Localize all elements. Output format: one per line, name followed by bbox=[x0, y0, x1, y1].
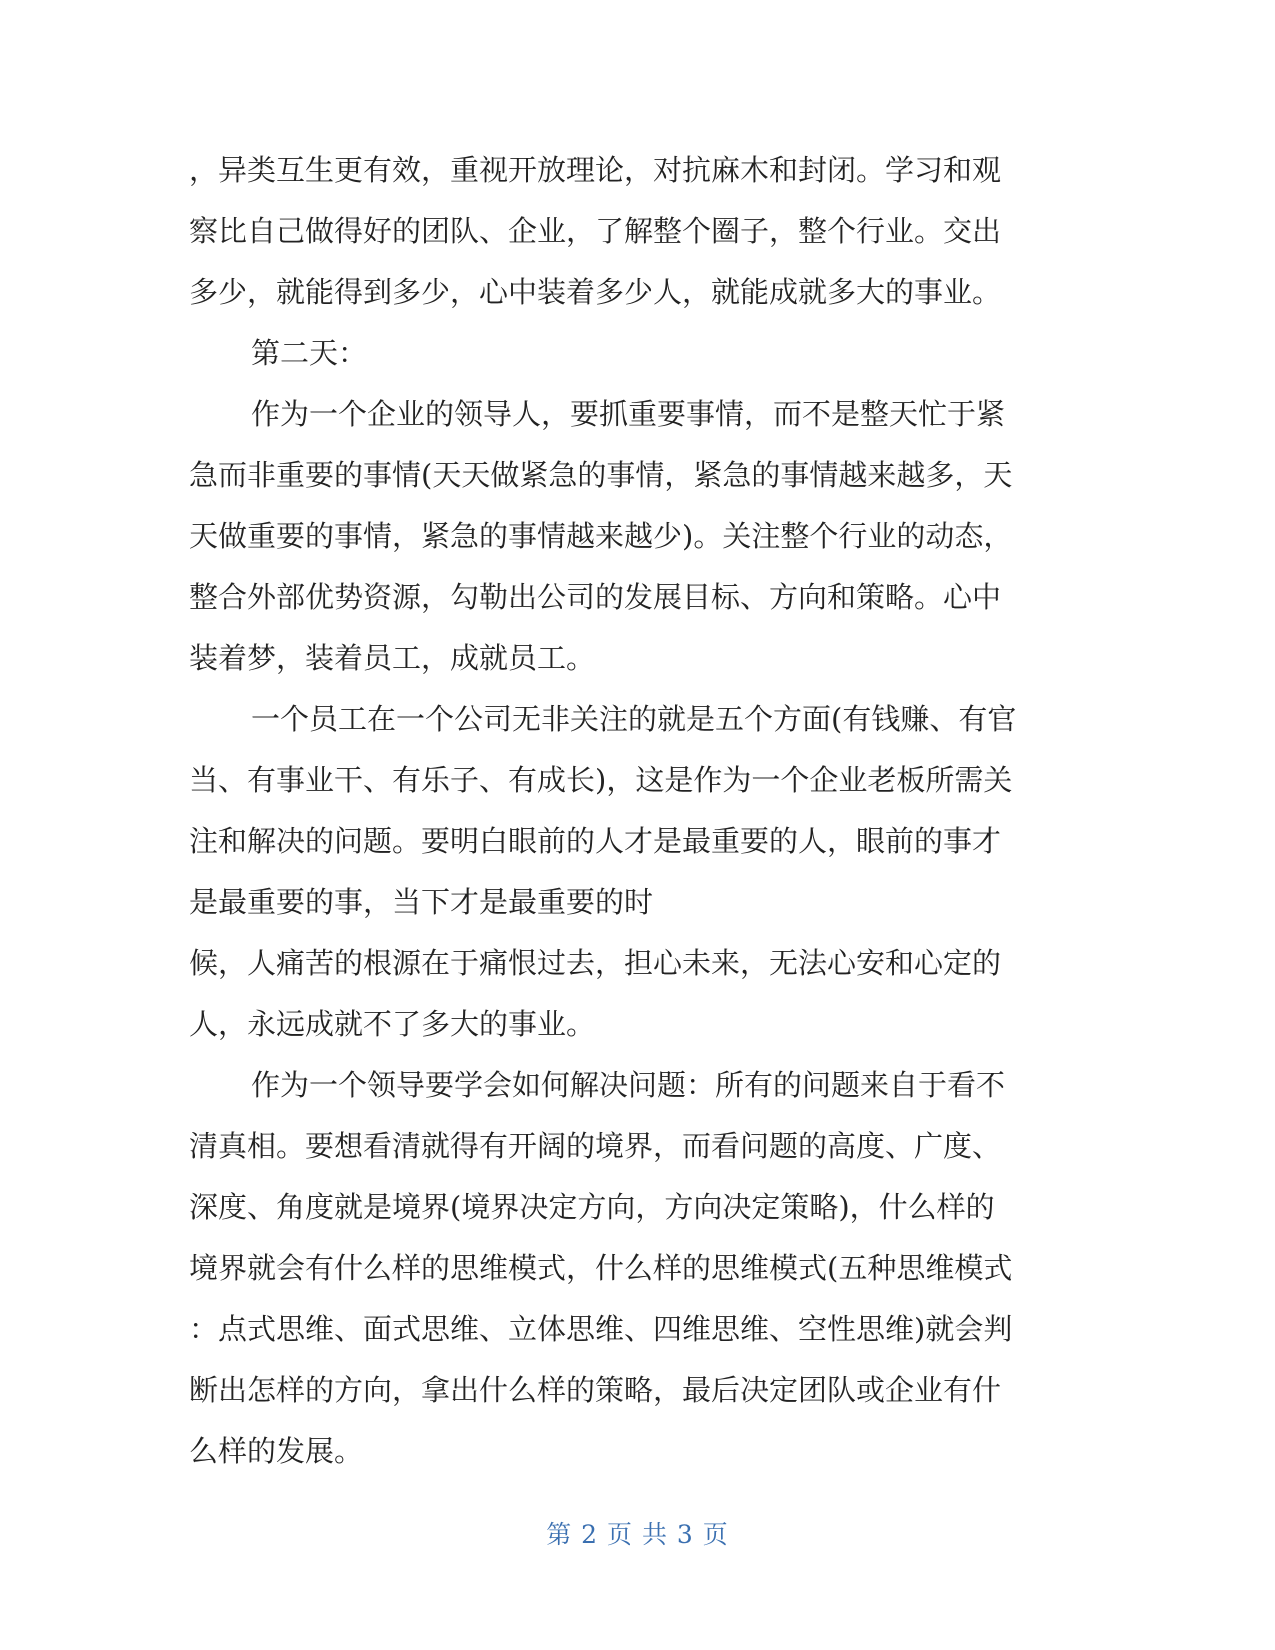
text-line: 么样的发展。 bbox=[189, 1434, 364, 1468]
text-line: 境界就会有什么样的思维模式，什么样的思维模式(五种思维模式 bbox=[189, 1251, 1013, 1285]
section-heading: 第二天： bbox=[251, 336, 368, 370]
text-line: 候，人痛苦的根源在于痛恨过去，担心未来，无法心安和心定的 bbox=[189, 946, 1002, 980]
document-body bbox=[189, 140, 1089, 1482]
text-line: 一个员工在一个公司无非关注的就是五个方面(有钱赚、有官 bbox=[251, 702, 1017, 736]
page-number-footer: 第 2 页 共 3 页 bbox=[546, 1520, 729, 1549]
text-line: 人，永远成就不了多大的事业。 bbox=[189, 1007, 596, 1041]
text-line: 注和解决的问题。要明白眼前的人才是最重要的人，眼前的事才 bbox=[189, 824, 1002, 858]
text-line: 作为一个领导要学会如何解决问题：所有的问题来自于看不 bbox=[251, 1068, 1006, 1102]
text-line: 作为一个企业的领导人，要抓重要事情，而不是整天忙于紧 bbox=[251, 397, 1006, 431]
text-line: 当、有事业干、有乐子、有成长)，这是作为一个企业老板所需关 bbox=[189, 763, 1013, 797]
text-line: 多少，就能得到多少，心中装着多少人，就能成就多大的事业。 bbox=[189, 275, 1002, 309]
text-line: 是最重要的事，当下才是最重要的时 bbox=[189, 885, 654, 919]
text-line: 察比自己做得好的团队、企业，了解整个圈子，整个行业。交出 bbox=[189, 214, 1002, 248]
text-line: 清真相。要想看清就得有开阔的境界，而看问题的高度、广度、 bbox=[189, 1129, 1002, 1163]
text-line: 断出怎样的方向，拿出什么样的策略，最后决定团队或企业有什 bbox=[189, 1373, 1002, 1407]
text-line: 急而非重要的事情(天天做紧急的事情，紧急的事情越来越多，天 bbox=[189, 458, 1013, 492]
text-line: 深度、角度就是境界(境界决定方向，方向决定策略)，什么样的 bbox=[189, 1190, 995, 1224]
text-line: 装着梦，装着员工，成就员工。 bbox=[189, 641, 596, 675]
text-line: ，异类互生更有效，重视开放理论，对抗麻木和封闭。学习和观 bbox=[189, 153, 1002, 187]
text-line: 天做重要的事情，紧急的事情越来越少)。关注整个行业的动态， bbox=[189, 519, 1013, 553]
text-line: ：点式思维、面式思维、立体思维、四维思维、空性思维)就会判 bbox=[189, 1312, 1013, 1346]
text-line: 整合外部优势资源，勾勒出公司的发展目标、方向和策略。心中 bbox=[189, 580, 1002, 614]
